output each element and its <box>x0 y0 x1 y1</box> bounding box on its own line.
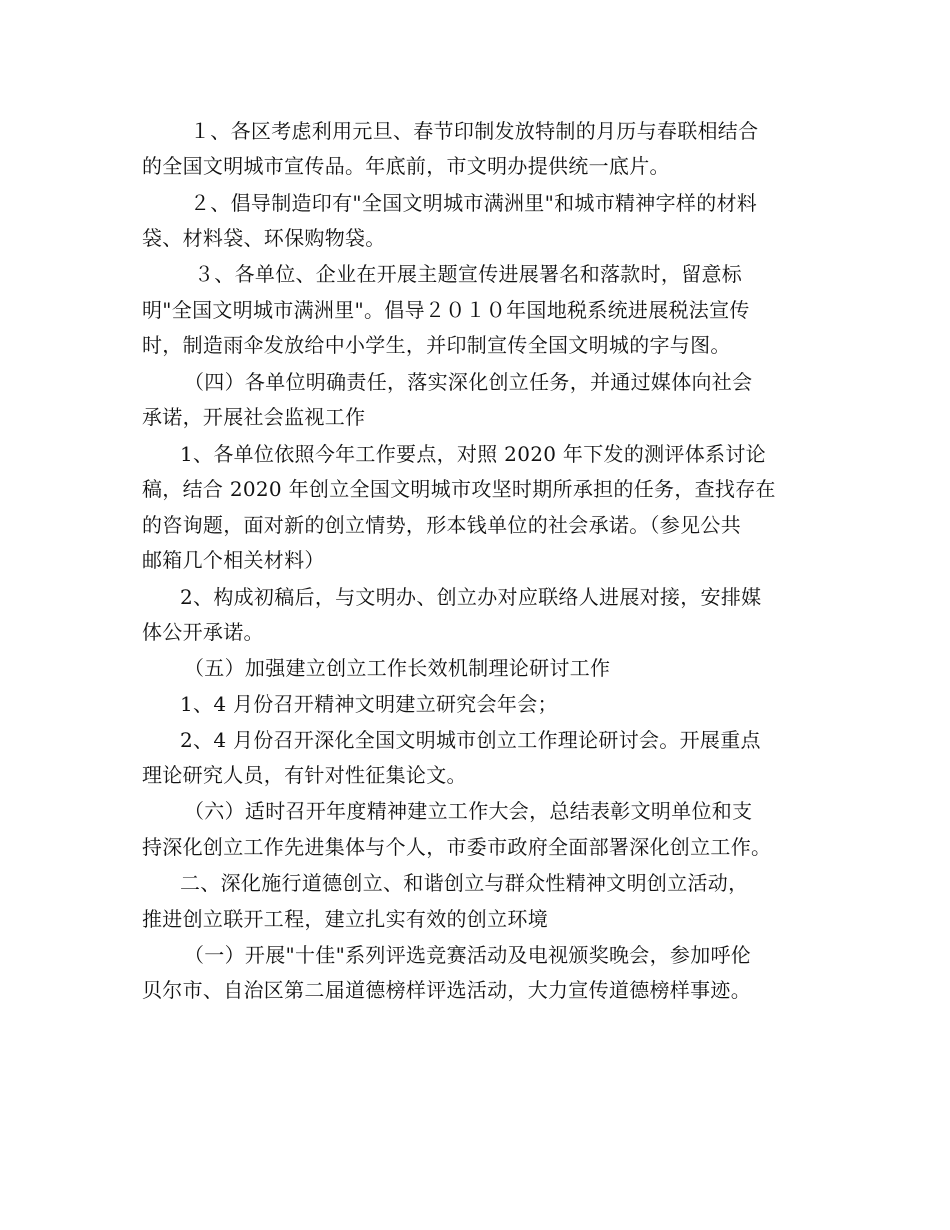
text-line: 体公开承诺。 <box>142 620 264 644</box>
text-line: 时，制造雨伞发放给中小学生，并印制宣传全国文明城的字与图。 <box>142 333 731 357</box>
text-line: 二、深化施行道德创立、和谐创立与群众性精神文明创立活动， <box>180 871 749 895</box>
text-line: ３、各单位、企业在开展主题宣传进展署名和落款时，留意标 <box>194 262 743 286</box>
text-line: 稿，结合 2020 年创立全国文明城市攻坚时期所承担的任务，查找存在 <box>142 477 776 501</box>
text-line: 2、构成初稿后，与文明办、创立办对应联络人进展对接，安排媒 <box>180 585 762 609</box>
text-line: 明"全国文明城市满洲里"。倡导２０１０年国地税系统进展税法宣传 <box>142 298 750 322</box>
text-line: 的全国文明城市宣传品。年底前，市文明办提供统一底片。 <box>142 154 670 178</box>
text-line: 推进创立联开工程，建立扎实有效的创立环境 <box>142 907 548 931</box>
text-line: （四）各单位明确责任，落实深化创立任务，并通过媒体向社会 <box>184 370 753 394</box>
text-line: 的咨询题，面对新的创立情势，形本钱单位的社会承诺。（参见公共 <box>142 513 741 537</box>
text-line: 贝尔市、自治区第二届道德榜样评选活动，大力宣传道德榜样事迹。 <box>142 978 751 1002</box>
text-line: ２、倡导制造印有"全国文明城市满洲里"和城市精神字样的材料 <box>190 191 758 215</box>
text-line: （六）适时召开年度精神建立工作大会，总结表彰文明单位和支 <box>184 799 753 823</box>
text-line: １、各区考虑利用元旦、春节印制发放特制的月历与春联相结合 <box>190 119 759 143</box>
text-line: 2、4 月份召开深化全国文明城市创立工作理论研讨会。开展重点 <box>180 728 761 752</box>
text-line: 1、各单位依照今年工作要点，对照 2020 年下发的测评体系讨论 <box>180 442 766 466</box>
text-line: 袋、材料袋、环保购物袋。 <box>142 226 386 250</box>
text-line: （五）加强建立创立工作长效机制理论研讨工作 <box>184 656 611 680</box>
text-line: 邮箱几个相关材料） <box>142 548 325 572</box>
text-line: （一）开展"十佳"系列评选竞赛活动及电视颁奖晚会，参加呼伦 <box>184 943 752 967</box>
text-line: 持深化创立工作先进集体与个人，市委市政府全面部署深化创立工作。 <box>142 835 772 859</box>
text-line: 1、4 月份召开精神文明建立研究会年会； <box>180 692 558 716</box>
text-line: 理论研究人员，有针对性征集论文。 <box>142 763 467 787</box>
text-line: 承诺，开展社会监视工作 <box>142 405 366 429</box>
